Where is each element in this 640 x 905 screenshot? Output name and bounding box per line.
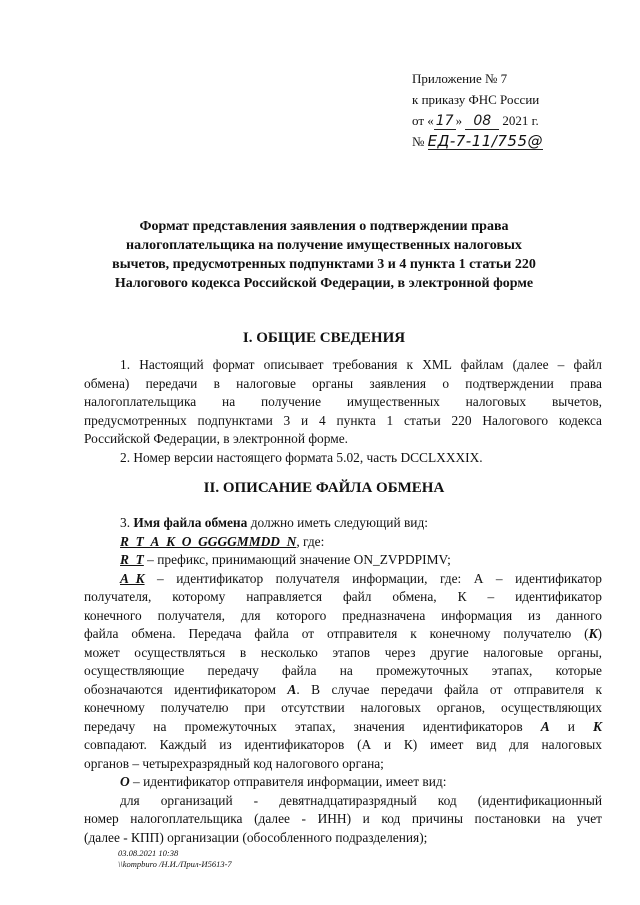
handwritten-day: 17 — [435, 113, 454, 129]
appendix-number: Приложение № 7 — [412, 71, 508, 86]
handwritten-month: 08 — [465, 114, 499, 130]
section-heading-general: I. ОБЩИЕ СВЕДЕНИЯ — [242, 330, 406, 346]
document-footer: 03.08.2021 10:38 \\kompburo /Н.И./Прил-И5613-7 — [118, 848, 232, 869]
order-date: от « 17 » 08 2021 г. — [412, 113, 539, 129]
paragraph-1: 1. Настоящий формат описывает требования к XML файлам (далее – файл обмена) передачи в налоговые органы заявления о подтверждении права налогоплательщика на получение имущественных налоговых вычетов, предусмотренных подпунктами 3 и 4 пункта 1 статьи 220 Налогового кодекса Российской Федерации, в электронной форме. 2. Номер версии настоящего формата 5.02, часть DCCLXXXIX. — [84, 356, 602, 467]
handwritten-order-number: ЕД-7-11/755@ — [427, 132, 543, 150]
section-heading-exchange-file: II. ОПИСАНИЕ ФАЙЛА ОБМЕНА — [203, 480, 445, 496]
paragraph-2: 2. Номер версии настоящего формата 5.02, часть DCCLXXXIX. — [120, 449, 483, 465]
order-reference: к приказу ФНС России — [412, 92, 540, 107]
order-number: № ЕД-7-11/755@ — [412, 132, 543, 150]
document-title: Формат представления заявления о подтверждении права налогоплательщика на получение имущественных налоговых вычетов, предусмотренных подпунктами 3 и 4 пункта 1 статьи 220 Налогового кодекса Российской Федерации, в электронной форме — [112, 219, 536, 291]
paragraph-3: 3. Имя файла обмена должно иметь следующий вид: R_T_A_K_O_GGGGMMDD_N, где: R_T – префикс, принимающий значение ON_ZVPDPIMV; A_K – идентификатор получателя информации, где: А – идентификатор получателя, которому направляется файл обмена, К – идентификатор конечного получателя, для которого предназначена информация из данного файла обмена. Передача файла от отправителя к конечному получателю (K) может осуществляться в несколько этапов через другие налоговые органы, осуществляющие передачу файла на промежуточных этапах, которые обозначаются идентификатором A. В случае передачи файла от отправителя к конечному получателю при отсутствии налоговых органов, осуществляющих передачу на промежуточных этапах, значения идентификаторов A и K совпадают. Каждый из идентификаторов (А и К) имеет вид для налоговых органов – четырехразрядный код налогового органа; O – идентификатор отправителя информации, имеет вид: для организаций - девятнадцатиразрядный код (идентификационный номер налогоплательщика (далее - ИНН) и код причины постановки на учет (далее - КПП) организации (обособленного подразделения); — [84, 515, 602, 845]
filename-pattern: R_T_A_K_O_GGGGMMDD_N — [120, 533, 297, 549]
approval-block — [412, 68, 543, 152]
